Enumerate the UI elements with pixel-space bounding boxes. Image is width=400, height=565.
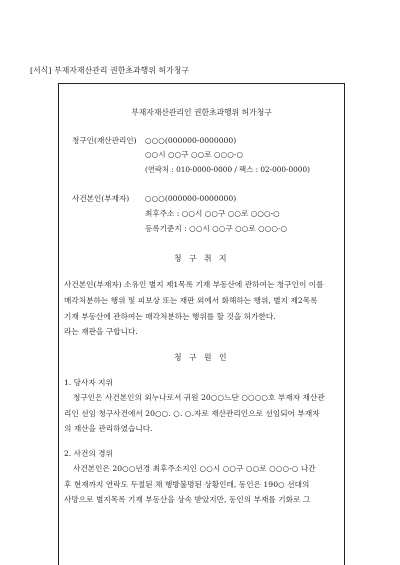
purpose-line: 기재 부동산에 관하여는 매각처분하는 행위를 할 것을 허가한다. [64, 312, 276, 321]
principal-last-address: 최후주소 : ○○시 ○○구 ○○로 ○○○-○ [145, 209, 280, 218]
purpose-heading: 청 구 취 지 [173, 254, 230, 263]
cause-line: 의 재산을 관리하였습니다. [64, 424, 153, 433]
form-caption: [서식] 부재자재산관리 권한초과행위 허가청구 [30, 66, 190, 75]
applicant-contact: (연락처 : 010-0000-0000 / 팩스 : 02-000-0000) [145, 165, 310, 174]
purpose-line: 사건본인(부재자) 소유인 별지 제1목록 기재 부동산에 관하여는 청구인이 이를 [64, 280, 324, 289]
applicant-address: ○○시 ○○구 ○○로 ○○○-○ [145, 150, 244, 159]
purpose-line: 매각처분하는 행위 및 피보상 또는 재판 외에서 화해하는 행위, 별지 제2목록 [64, 296, 318, 305]
principal-registry: 등록기준지 : ○○시 ○○구 ○○로 ○○○-○ [145, 224, 288, 233]
cause-line: 후 현재까지 연락도 두절된 채 행방불명된 상황인데, 동인은 190○ 선대의 [64, 480, 310, 489]
cause-line: 청구인은 사건본인의 외누나로서 귀원 20○○느단 ○○○○호 부재자 재산관 [73, 393, 325, 402]
principal-name: ○○○(000000-0000000) [145, 194, 237, 203]
cause-section-title: 1. 당사자 지위 [64, 378, 113, 387]
cause-heading: 청 구 원 인 [173, 353, 230, 362]
cause-section-title: 2. 사건의 경위 [64, 449, 113, 458]
cause-line: 리인 선임 청구사건에서 20○○. ○. ○.자로 재산관리인으로 선임되어 부재자 [64, 409, 320, 418]
cause-line: 사건본인은 20○○년경 최후주소지인 ○○시 ○○구 ○○로 ○○○-○ 나간 [73, 464, 316, 473]
applicant-name: ○○○(000000-0000000) [145, 136, 237, 145]
applicant-label: 청구인(재산관리인) [72, 136, 137, 145]
document-title: 부재자재산관리인 권한초과행위 허가청구 [131, 108, 272, 117]
purpose-line: 라는 재판을 구합니다. [64, 327, 138, 336]
cause-line: 사망으로 별지목록 기재 부동산을 상속 받았지만, 동인의 부재를 기화로 그 [64, 495, 311, 504]
principal-label: 사건본인(부재자) [72, 194, 130, 203]
